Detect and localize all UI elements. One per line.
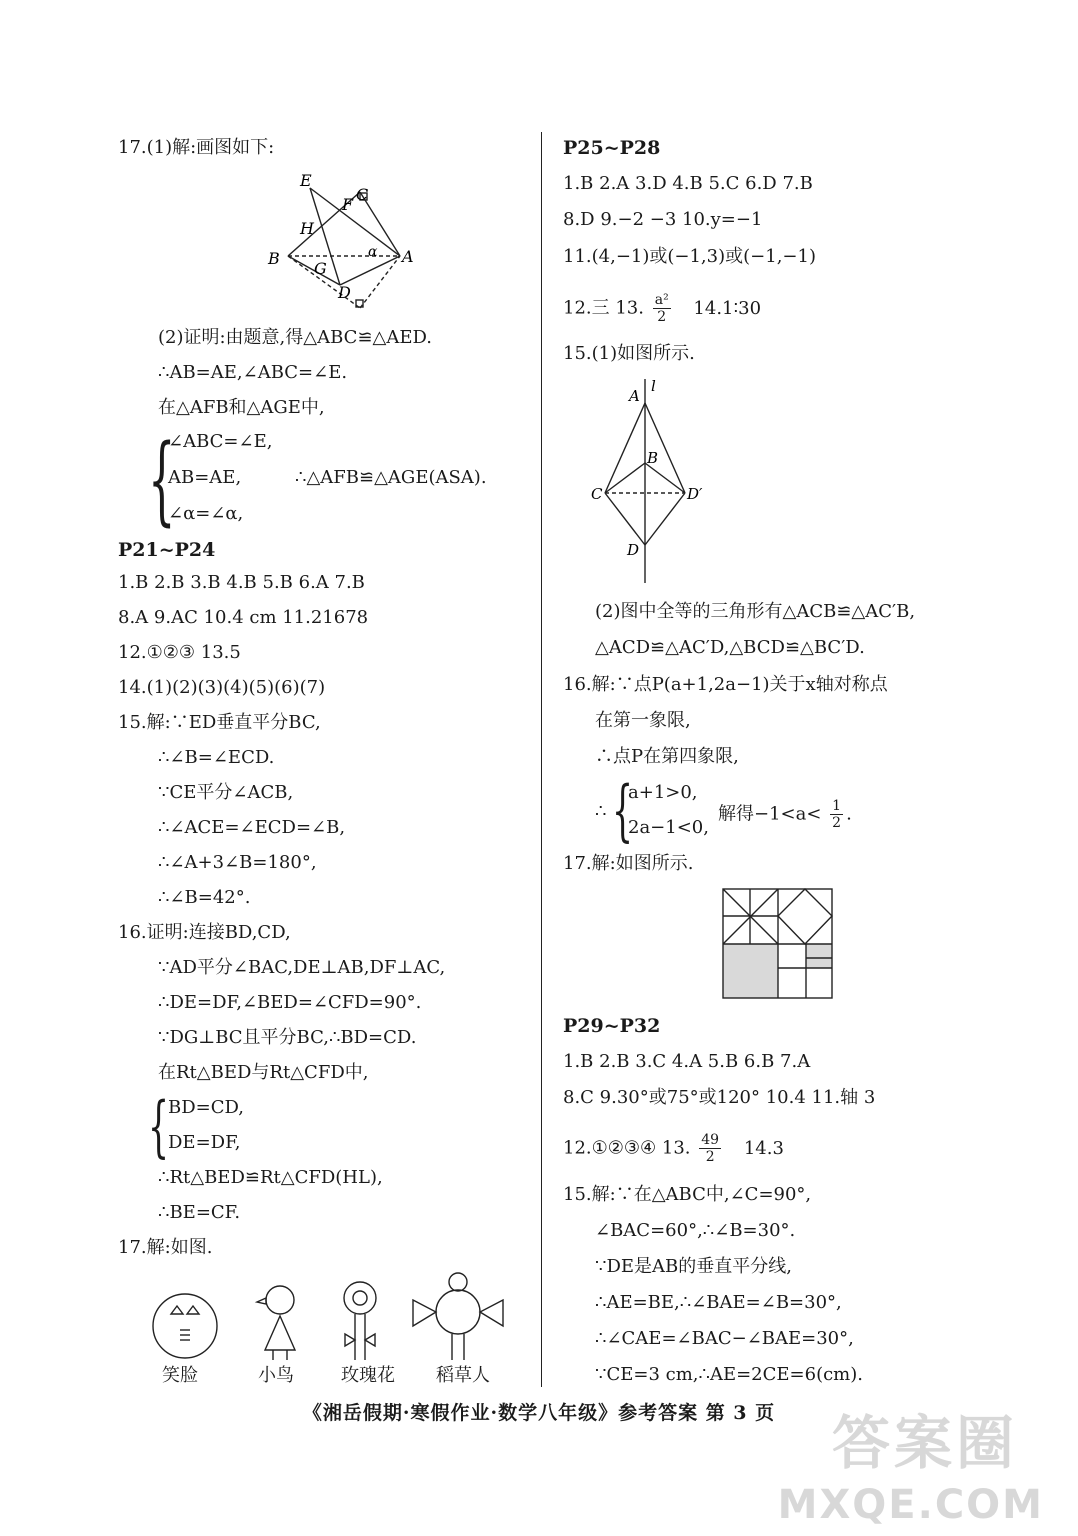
q15r-part2-line-1: (2)图中全等的三角形有△ACB≌△AC′B,: [595, 601, 916, 622]
sys3-prefix: ∴: [595, 801, 607, 822]
answers-b-row-4: [563, 292, 761, 325]
frac-den: 2: [705, 1149, 715, 1165]
q16-line-5: 在Rt△BED与Rt△CFD中,: [158, 1062, 369, 1083]
b4-prefix: 12.三 13.: [563, 297, 644, 319]
q15-line-6: ∴∠B=42°.: [158, 887, 251, 908]
q17r-line: 17.解:如图所示.: [563, 853, 694, 874]
q15c-line-2: ∠BAC=60°,∴∠B=30°.: [595, 1220, 796, 1241]
answers-row-2: 8.A 9.AC 10.4 cm 11.21678: [118, 607, 369, 628]
fraction-one-half: [830, 798, 843, 831]
brace-system-1: {: [148, 424, 176, 536]
section-head-p25-p28: P25~P28: [563, 137, 661, 159]
answers-row-1: 1.B 2.B 3.B 4.B 5.B 6.A 7.B: [118, 572, 365, 593]
caption-bird: 小鸟: [258, 1365, 294, 1386]
answers-c-row-1: 1.B 2.B 3.C 4.A 5.B 6.B 7.A: [563, 1051, 811, 1072]
answers-c-row-3: [563, 1132, 784, 1165]
section-head-p29-p32: P29~P32: [563, 1015, 661, 1037]
c3-prefix: 12.①②③④ 13.: [563, 1137, 691, 1159]
sys1-line-3: ∠α=∠α,: [168, 503, 244, 524]
answers-b-row-1: 1.B 2.A 3.D 4.B 5.C 6.D 7.B: [563, 173, 813, 194]
column-divider: [541, 132, 542, 1387]
sys3-concl-text: 解得−1<a<: [718, 803, 822, 825]
caption-rose: 玫瑰花: [341, 1365, 395, 1386]
fig1-label-A: A: [402, 247, 414, 266]
sys1-line-1: ∠ABC=∠E,: [168, 431, 273, 452]
fig2-label-A: A: [629, 387, 640, 405]
sys3-solution: 解得−1<a< $\frac{1}{2}$ .: [718, 798, 852, 831]
q16-line-7: ∴BE=CF.: [158, 1202, 241, 1223]
section-head-p21-p24: P21~P24: [118, 539, 216, 561]
sys2-line-2: DE=DF,: [168, 1132, 241, 1153]
fig1-label-D: D: [338, 283, 351, 302]
frac-den: 2: [657, 309, 667, 325]
page-footer: 《湘岳假期·寒假作业·数学八年级》参考答案 第 3 页: [302, 1402, 776, 1424]
q17-line: 17.解:如图.: [118, 1237, 213, 1258]
answers-b-row-3: 11.(4,−1)或(−1,3)或(−1,−1): [563, 246, 816, 267]
fig2-label-D: D: [627, 541, 640, 559]
fig1-label-B: B: [268, 249, 280, 268]
q15c-line-3: ∵DE是AB的垂直平分线,: [595, 1256, 792, 1277]
fig1-label-C: C: [356, 185, 369, 204]
fig1-label-alpha: α: [368, 244, 378, 260]
caption-scarecrow: 稻草人: [436, 1365, 490, 1386]
q16-line-1: 16.证明:连接BD,CD,: [118, 922, 291, 943]
q15-line-2: ∴∠B=∠ECD.: [158, 747, 275, 768]
q15-line-3: ∵CE平分∠ACB,: [158, 782, 294, 803]
q16-line-3: ∴DE=DF,∠BED=∠CFD=90°.: [158, 992, 422, 1013]
q15c-line-6: ∵CE=3 cm,∴AE=2CE=6(cm).: [595, 1364, 863, 1385]
q15r-part2-line-2: △ACD≌△AC′D,△BCD≌△BC′D.: [595, 637, 865, 658]
watermark-logo-text: 答案圈: [831, 1409, 1018, 1477]
q15c-line-5: ∴∠CAE=∠BAC−∠BAE=30°,: [595, 1328, 854, 1349]
q16-line-6: ∴Rt△BED≌Rt△CFD(HL),: [158, 1167, 383, 1188]
q16-line-2: ∵AD平分∠BAC,DE⊥AB,DF⊥AC,: [158, 957, 446, 978]
fig1-label-H: H: [300, 219, 314, 238]
q15r-part1: 15.(1)如图所示.: [563, 343, 695, 364]
q16r-line-3: ∴点P在第四象限,: [595, 746, 739, 767]
fig1-label-E: E: [300, 171, 312, 190]
brace-system-2: {: [148, 1088, 169, 1165]
sys3-line-2: 2a−1<0,: [628, 817, 709, 838]
fraction-49-over-2: [699, 1132, 721, 1165]
figure-rhombus-15: [585, 375, 725, 587]
fig1-label-G: G: [314, 259, 327, 278]
proof-line-2: ∴AB=AE,∠ABC=∠E.: [158, 362, 348, 383]
answers-row-3: 12.①②③ 13.5: [118, 642, 241, 663]
frac-num: a²: [654, 292, 669, 308]
q17-part1-line: 17.(1)解:画图如下:: [118, 137, 275, 158]
c3-suffix: 14.3: [743, 1137, 784, 1159]
proof-line-1: (2)证明:由题意,得△ABC≌△AED.: [158, 327, 433, 348]
q16r-line-1: 16.解:∵点P(a+1,2a−1)关于x轴对称点: [563, 674, 888, 695]
sys2-line-1: BD=CD,: [168, 1097, 245, 1118]
q15c-line-1: 15.解:∵在△ABC中,∠C=90°,: [563, 1184, 812, 1205]
b4-suffix: 14.1∶30: [693, 297, 762, 319]
frac-num: 1: [832, 798, 842, 814]
figure-symmetric-drawings: [145, 1268, 525, 1364]
watermark-url: MXQE.COM: [777, 1482, 1044, 1528]
fig2-label-B: B: [647, 449, 659, 467]
q15-line-5: ∴∠A+3∠B=180°,: [158, 852, 317, 873]
brace-system-3: {: [612, 772, 633, 849]
fig2-label-C: C: [591, 485, 603, 503]
sys1-conclusion: ∴△AFB≌△AGE(ASA).: [295, 467, 487, 488]
sys1-line-2: AB=AE,: [168, 467, 242, 488]
q15-line-4: ∴∠ACE=∠ECD=∠B,: [158, 817, 346, 838]
answers-b-row-2: 8.D 9.−2 −3 10.y=−1: [563, 209, 763, 230]
q15-line-1: 15.解:∵ED垂直平分BC,: [118, 712, 321, 733]
figure-triangles-17: [260, 168, 420, 313]
q15c-line-4: ∴AE=BE,∴∠BAE=∠B=30°,: [595, 1292, 842, 1313]
frac-den: 2: [832, 815, 842, 831]
answers-c-row-2: 8.C 9.30°或75°或120° 10.4 11.轴 3: [563, 1087, 876, 1108]
q16-line-4: ∵DG⊥BC且平分BC,∴BD=CD.: [158, 1027, 417, 1048]
frac-num: 49: [701, 1132, 720, 1148]
answers-row-4: 14.(1)(2)(3)(4)(5)(6)(7): [118, 677, 326, 698]
fig2-label-D-prime: D′: [687, 485, 703, 503]
fraction-a-squared-over-2: [653, 292, 671, 325]
figure-grid-pattern-17: [722, 888, 834, 1000]
q16r-line-2: 在第一象限,: [595, 710, 691, 731]
caption-smiley: 笑脸: [162, 1365, 198, 1386]
fig1-label-F: F: [342, 195, 354, 214]
sys3-line-1: a+1>0,: [628, 782, 698, 803]
fig2-label-l: l: [651, 377, 656, 395]
proof-line-3: 在△AFB和△AGE中,: [158, 397, 325, 418]
